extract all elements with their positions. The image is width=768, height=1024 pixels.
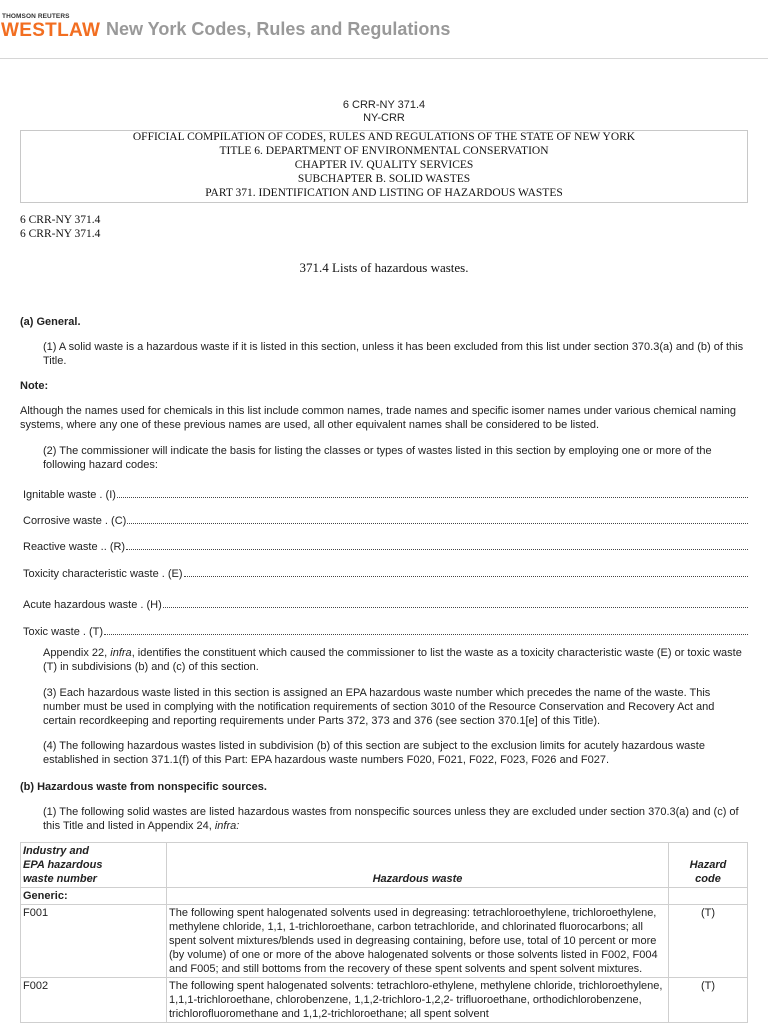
table-row xyxy=(21,905,748,978)
appendix-text: Appendix 22, xyxy=(43,647,111,659)
compilation-subchapter: SUBCHAPTER B. SOLID WASTES xyxy=(297,173,471,185)
paragraph-b1-text: (1) The following solid wastes are listed hazardous wastes from nonspecific sources unless they are excluded under section 370.3(a) and (c) of this Title and listed in Appendix 24, xyxy=(43,806,739,832)
westlaw-logo[interactable]: WESTLAW xyxy=(1,20,101,41)
header-divider xyxy=(0,58,768,59)
citation-line: 6 CRR-NY 371.4 xyxy=(342,99,426,111)
appendix-text: , identifies the constituent which caused the commissioner to list the waste as a toxicity characteristic waste (E) or toxic waste (T) in subdivisions (b) and (c) of this section. xyxy=(43,647,742,673)
table-group-row xyxy=(21,888,748,905)
hazard-code-label: Toxic waste . (T) xyxy=(23,626,104,638)
waste-description-cell: The following spent halogenated solvents used in degreasing: tetrachloroethylene, trichloroethylene, methylene chloride, 1,1, 1-trichloroethane, carbon tetrachloride, and chlorinated fluorocarbons; all spent solvent mixtures/blends used in degreasing containing, before use, total of 10 percent or more (by volume) of one or more of the above halogenated solvents or those solvents listed in F002, F004 and F005; and still bottoms from the recovery of these spent solvents and spent solvent mixtures. xyxy=(167,905,669,978)
paragraph-a1: (1) A solid waste is a hazardous waste if it is listed in this section, unless it has been excluded from this list under section 370.3(a) and (b) of this Title. xyxy=(43,341,744,367)
header-line: Industry and xyxy=(23,845,90,857)
hazard-code-label: Ignitable waste . (I) xyxy=(23,489,116,501)
hazard-code-label: Acute hazardous waste . (H) xyxy=(23,599,162,611)
hazard-code-row xyxy=(23,622,748,638)
note-text: Although the names used for chemicals in this list include common names, trade names and specific isomer names under various chemical naming systems, where any one of these previous names are used, all other equivalent names shall be considered to be listed. xyxy=(20,405,736,431)
hazard-code-row xyxy=(23,595,748,611)
appendix-ref[interactable]: infra: xyxy=(214,820,240,832)
hazard-code-label: Reactive waste .. (R) xyxy=(23,541,126,553)
hazard-code-row xyxy=(23,511,748,527)
waste-description-cell: The following spent halogenated solvents: tetrachloro-ethylene, methylene chloride, trichloroethylene, 1,1,1-trichloroethane, chlorobenzene, 1,1,2-trichloro-1,2,2- trifluoroethane, orthodichlorobenzene, trichlorofluoromethane and 1,1,2-trichloroethane; all spent solvent xyxy=(167,978,669,1023)
hazard-code-label: Toxicity characteristic waste . (E) xyxy=(23,568,183,580)
hazard-code-cell: (T) xyxy=(669,905,748,978)
appendix-paragraph xyxy=(43,646,748,674)
paragraph-a4: (4) The following hazardous wastes listed in subdivision (b) of this section are subject to the exclusion limits for acutely hazardous waste established in section 371.1(f) of this Part: EPA hazardous waste numbers F020, F021, F022, F023, F026 and F027. xyxy=(43,740,705,766)
hazard-code-row xyxy=(23,537,748,553)
site-header xyxy=(0,0,768,46)
table-cell xyxy=(167,888,669,905)
note-label: Note: xyxy=(20,380,49,392)
paragraph-a3: (3) Each hazardous waste listed in this section is assigned an EPA hazardous waste number which precedes the name of the waste. This number must be used in complying with the notification requirements of section 3010 of the Resource Conservation and Recovery Act and certain recordkeeping and reporting requirements under Parts 372, 373 and 376 (see section 370.1[e] of this Title). xyxy=(43,687,715,727)
compilation-part: PART 371. IDENTIFICATION AND LISTING OF HAZARDOUS WASTES xyxy=(205,187,563,199)
column-header-hazardous-waste: Hazardous waste xyxy=(167,843,669,888)
group-label: Generic: xyxy=(21,888,167,905)
header-line: code xyxy=(695,873,721,885)
header-line: EPA hazardous xyxy=(23,859,103,871)
waste-number-cell: F001 xyxy=(21,905,167,978)
compilation-chapter: CHAPTER IV. QUALITY SERVICES xyxy=(294,159,474,171)
dot-leader xyxy=(126,549,748,550)
dot-leader xyxy=(104,634,748,635)
column-header-hazard-code xyxy=(669,843,748,888)
appendix-ref[interactable]: infra xyxy=(110,647,132,659)
paragraph-b1 xyxy=(43,805,748,833)
general-heading: (a) General. xyxy=(20,316,81,328)
table-cell xyxy=(669,888,748,905)
hazard-code-label: Corrosive waste . (C) xyxy=(23,515,127,527)
hazard-code-row xyxy=(23,564,748,580)
column-header-waste-number xyxy=(21,843,167,888)
publisher-logo: THOMSON REUTERS xyxy=(2,13,70,20)
cite-ref: 6 CRR-NY 371.4 xyxy=(20,214,101,226)
dot-leader xyxy=(184,576,748,577)
table-header-row xyxy=(21,843,748,888)
cite-ref: 6 CRR-NY 371.4 xyxy=(20,228,101,240)
header-line: Hazard xyxy=(689,859,727,871)
waste-number-cell: F002 xyxy=(21,978,167,1023)
header-line: waste number xyxy=(23,873,97,885)
nonspecific-heading: (b) Hazardous waste from nonspecific sources. xyxy=(20,781,267,793)
hazard-code-row xyxy=(23,485,748,501)
dot-leader xyxy=(117,497,748,498)
hazard-code-cell: (T) xyxy=(669,978,748,1023)
dot-leader xyxy=(163,607,748,608)
compilation-title: OFFICIAL COMPILATION OF CODES, RULES AND REGULATIONS OF THE STATE OF NEW YORK xyxy=(132,131,636,143)
paragraph-a2: (2) The commissioner will indicate the basis for listing the classes or types of wastes listed in this section by employing one or more of the following hazard codes: xyxy=(43,445,712,471)
publication-title: New York Codes, Rules and Regulations xyxy=(106,19,451,39)
table-row xyxy=(21,978,748,1023)
section-heading: 371.4 Lists of hazardous wastes. xyxy=(299,260,469,275)
hazardous-waste-table xyxy=(20,842,748,1023)
dot-leader xyxy=(127,523,748,524)
compilation-title-6: TITLE 6. DEPARTMENT OF ENVIRONMENTAL CONSERVATION xyxy=(219,145,549,157)
citation-source: NY-CRR xyxy=(363,112,405,124)
